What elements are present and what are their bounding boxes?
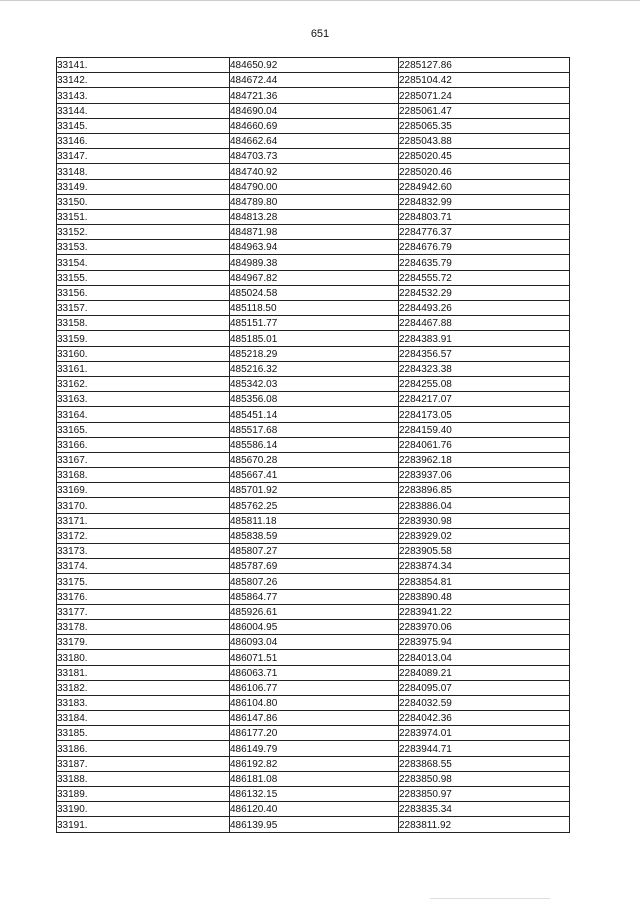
table-row	[57, 346, 570, 361]
x-coordinate-cell: 486106.77	[230, 680, 399, 695]
x-coordinate-cell: 485342.03	[230, 376, 399, 391]
y-coordinate-cell: 2284095.07	[399, 680, 570, 695]
table-row	[57, 726, 570, 741]
y-coordinate-cell: 2284159.40	[399, 422, 570, 437]
y-coordinate-cell: 2284676.79	[399, 240, 570, 255]
point-id-cell: 33145.	[57, 118, 230, 133]
point-id-cell: 33152.	[57, 225, 230, 240]
table-row	[57, 756, 570, 771]
table-row	[57, 452, 570, 467]
x-coordinate-cell: 486120.40	[230, 802, 399, 817]
y-coordinate-cell: 2283868.55	[399, 756, 570, 771]
table-row	[57, 437, 570, 452]
table-row	[57, 118, 570, 133]
table-row	[57, 787, 570, 802]
point-id-cell: 33161.	[57, 361, 230, 376]
table-row	[57, 376, 570, 391]
point-id-cell: 33170.	[57, 498, 230, 513]
table-row	[57, 498, 570, 513]
x-coordinate-cell: 485118.50	[230, 301, 399, 316]
point-id-cell: 33166.	[57, 437, 230, 452]
y-coordinate-cell: 2285020.45	[399, 149, 570, 164]
page-number: 651	[310, 28, 330, 40]
point-id-cell: 33183.	[57, 695, 230, 710]
table-row	[57, 695, 570, 710]
y-coordinate-cell: 2284555.72	[399, 270, 570, 285]
x-coordinate-cell: 485787.69	[230, 559, 399, 574]
y-coordinate-cell: 2283941.22	[399, 604, 570, 619]
table-row	[57, 589, 570, 604]
point-id-cell: 33184.	[57, 711, 230, 726]
table-row	[57, 316, 570, 331]
point-id-cell: 33176.	[57, 589, 230, 604]
y-coordinate-cell: 2284089.21	[399, 665, 570, 680]
y-coordinate-cell: 2284803.71	[399, 209, 570, 224]
x-coordinate-cell: 484690.04	[230, 103, 399, 118]
table-row	[57, 802, 570, 817]
y-coordinate-cell: 2283890.48	[399, 589, 570, 604]
y-coordinate-cell: 2283850.98	[399, 771, 570, 786]
y-coordinate-cell: 2284323.38	[399, 361, 570, 376]
table-row	[57, 741, 570, 756]
x-coordinate-cell: 486063.71	[230, 665, 399, 680]
y-coordinate-cell: 2285061.47	[399, 103, 570, 118]
y-coordinate-cell: 2283886.04	[399, 498, 570, 513]
table-row	[57, 179, 570, 194]
point-id-cell: 33187.	[57, 756, 230, 771]
table-row	[57, 209, 570, 224]
table-row	[57, 270, 570, 285]
y-coordinate-cell: 2284356.57	[399, 346, 570, 361]
table-row	[57, 103, 570, 118]
x-coordinate-cell: 486177.20	[230, 726, 399, 741]
table-row	[57, 468, 570, 483]
point-id-cell: 33172.	[57, 528, 230, 543]
x-coordinate-cell: 486093.04	[230, 635, 399, 650]
x-coordinate-cell: 485864.77	[230, 589, 399, 604]
y-coordinate-cell: 2284013.04	[399, 650, 570, 665]
x-coordinate-cell: 486149.79	[230, 741, 399, 756]
y-coordinate-cell: 2284173.05	[399, 407, 570, 422]
point-id-cell: 33175.	[57, 574, 230, 589]
point-id-cell: 33142.	[57, 73, 230, 88]
table-row	[57, 544, 570, 559]
top-edge-line	[0, 0, 640, 1]
y-coordinate-cell: 2284467.88	[399, 316, 570, 331]
footer-mark	[430, 898, 550, 899]
table-row	[57, 73, 570, 88]
table-row	[57, 407, 570, 422]
point-id-cell: 33154.	[57, 255, 230, 270]
point-id-cell: 33168.	[57, 468, 230, 483]
x-coordinate-cell: 485811.18	[230, 513, 399, 528]
table-row	[57, 133, 570, 148]
y-coordinate-cell: 2283929.02	[399, 528, 570, 543]
x-coordinate-cell: 486132.15	[230, 787, 399, 802]
table-row	[57, 194, 570, 209]
table-row	[57, 331, 570, 346]
x-coordinate-cell: 485701.92	[230, 483, 399, 498]
x-coordinate-cell: 486004.95	[230, 619, 399, 634]
point-id-cell: 33155.	[57, 270, 230, 285]
table-row	[57, 240, 570, 255]
point-id-cell: 33143.	[57, 88, 230, 103]
point-id-cell: 33141.	[57, 58, 230, 73]
point-id-cell: 33163.	[57, 392, 230, 407]
point-id-cell: 33151.	[57, 209, 230, 224]
x-coordinate-cell: 484672.44	[230, 73, 399, 88]
point-id-cell: 33148.	[57, 164, 230, 179]
table-row	[57, 771, 570, 786]
point-id-cell: 33180.	[57, 650, 230, 665]
table-row	[57, 88, 570, 103]
table-row	[57, 574, 570, 589]
table-row	[57, 149, 570, 164]
point-id-cell: 33146.	[57, 133, 230, 148]
y-coordinate-cell: 2283944.71	[399, 741, 570, 756]
y-coordinate-cell: 2285020.46	[399, 164, 570, 179]
y-coordinate-cell: 2284776.37	[399, 225, 570, 240]
x-coordinate-cell: 486181.08	[230, 771, 399, 786]
y-coordinate-cell: 2284061.76	[399, 437, 570, 452]
x-coordinate-cell: 485807.27	[230, 544, 399, 559]
y-coordinate-cell: 2283850.97	[399, 787, 570, 802]
point-id-cell: 33157.	[57, 301, 230, 316]
table-row	[57, 164, 570, 179]
coordinates-table-body	[57, 58, 570, 833]
x-coordinate-cell: 485762.25	[230, 498, 399, 513]
point-id-cell: 33190.	[57, 802, 230, 817]
y-coordinate-cell: 2283937.06	[399, 468, 570, 483]
x-coordinate-cell: 485838.59	[230, 528, 399, 543]
point-id-cell: 33147.	[57, 149, 230, 164]
y-coordinate-cell: 2283811.92	[399, 817, 570, 832]
coordinates-table	[56, 57, 570, 833]
table-row	[57, 559, 570, 574]
table-row	[57, 301, 570, 316]
y-coordinate-cell: 2285065.35	[399, 118, 570, 133]
x-coordinate-cell: 486192.82	[230, 756, 399, 771]
x-coordinate-cell: 484703.73	[230, 149, 399, 164]
point-id-cell: 33178.	[57, 619, 230, 634]
x-coordinate-cell: 486147.86	[230, 711, 399, 726]
table-row	[57, 635, 570, 650]
x-coordinate-cell: 485517.68	[230, 422, 399, 437]
y-coordinate-cell: 2285127.86	[399, 58, 570, 73]
point-id-cell: 33164.	[57, 407, 230, 422]
x-coordinate-cell: 484790.00	[230, 179, 399, 194]
x-coordinate-cell: 484967.82	[230, 270, 399, 285]
x-coordinate-cell: 484721.36	[230, 88, 399, 103]
point-id-cell: 33169.	[57, 483, 230, 498]
y-coordinate-cell: 2285104.42	[399, 73, 570, 88]
x-coordinate-cell: 486104.80	[230, 695, 399, 710]
x-coordinate-cell: 485807.26	[230, 574, 399, 589]
x-coordinate-cell: 484989.38	[230, 255, 399, 270]
point-id-cell: 33182.	[57, 680, 230, 695]
point-id-cell: 33177.	[57, 604, 230, 619]
point-id-cell: 33150.	[57, 194, 230, 209]
table-row	[57, 665, 570, 680]
point-id-cell: 33185.	[57, 726, 230, 741]
point-id-cell: 33149.	[57, 179, 230, 194]
point-id-cell: 33179.	[57, 635, 230, 650]
point-id-cell: 33153.	[57, 240, 230, 255]
table-row	[57, 361, 570, 376]
table-row	[57, 225, 570, 240]
x-coordinate-cell: 484813.28	[230, 209, 399, 224]
x-coordinate-cell: 484963.94	[230, 240, 399, 255]
point-id-cell: 33181.	[57, 665, 230, 680]
x-coordinate-cell: 485586.14	[230, 437, 399, 452]
point-id-cell: 33174.	[57, 559, 230, 574]
table-row	[57, 255, 570, 270]
point-id-cell: 33144.	[57, 103, 230, 118]
table-row	[57, 650, 570, 665]
x-coordinate-cell: 485216.32	[230, 361, 399, 376]
y-coordinate-cell: 2284532.29	[399, 285, 570, 300]
y-coordinate-cell: 2283974.01	[399, 726, 570, 741]
x-coordinate-cell: 485356.08	[230, 392, 399, 407]
y-coordinate-cell: 2284493.26	[399, 301, 570, 316]
y-coordinate-cell: 2284832.99	[399, 194, 570, 209]
y-coordinate-cell: 2284042.36	[399, 711, 570, 726]
table-row	[57, 422, 570, 437]
point-id-cell: 33162.	[57, 376, 230, 391]
y-coordinate-cell: 2284255.08	[399, 376, 570, 391]
x-coordinate-cell: 485451.14	[230, 407, 399, 422]
x-coordinate-cell: 485667.41	[230, 468, 399, 483]
point-id-cell: 33158.	[57, 316, 230, 331]
x-coordinate-cell: 485151.77	[230, 316, 399, 331]
point-id-cell: 33188.	[57, 771, 230, 786]
table-row	[57, 285, 570, 300]
point-id-cell: 33165.	[57, 422, 230, 437]
point-id-cell: 33186.	[57, 741, 230, 756]
x-coordinate-cell: 485218.29	[230, 346, 399, 361]
y-coordinate-cell: 2283962.18	[399, 452, 570, 467]
y-coordinate-cell: 2285071.24	[399, 88, 570, 103]
y-coordinate-cell: 2283896.85	[399, 483, 570, 498]
y-coordinate-cell: 2284383.91	[399, 331, 570, 346]
x-coordinate-cell: 484662.64	[230, 133, 399, 148]
point-id-cell: 33167.	[57, 452, 230, 467]
table-row	[57, 619, 570, 634]
y-coordinate-cell: 2284217.07	[399, 392, 570, 407]
y-coordinate-cell: 2284032.59	[399, 695, 570, 710]
table-row	[57, 513, 570, 528]
table-row	[57, 483, 570, 498]
point-id-cell: 33171.	[57, 513, 230, 528]
x-coordinate-cell: 485185.01	[230, 331, 399, 346]
point-id-cell: 33156.	[57, 285, 230, 300]
x-coordinate-cell: 484871.98	[230, 225, 399, 240]
table-row	[57, 392, 570, 407]
point-id-cell: 33173.	[57, 544, 230, 559]
point-id-cell: 33159.	[57, 331, 230, 346]
y-coordinate-cell: 2283930.98	[399, 513, 570, 528]
x-coordinate-cell: 484789.80	[230, 194, 399, 209]
x-coordinate-cell: 485670.28	[230, 452, 399, 467]
y-coordinate-cell: 2283905.58	[399, 544, 570, 559]
x-coordinate-cell: 486071.51	[230, 650, 399, 665]
y-coordinate-cell: 2284635.79	[399, 255, 570, 270]
table-row	[57, 711, 570, 726]
table-row	[57, 528, 570, 543]
x-coordinate-cell: 486139.95	[230, 817, 399, 832]
y-coordinate-cell: 2283835.34	[399, 802, 570, 817]
x-coordinate-cell: 484660.69	[230, 118, 399, 133]
table-row	[57, 604, 570, 619]
y-coordinate-cell: 2283970.06	[399, 619, 570, 634]
y-coordinate-cell: 2285043.88	[399, 133, 570, 148]
table-row	[57, 58, 570, 73]
table-row	[57, 817, 570, 832]
table-row	[57, 680, 570, 695]
y-coordinate-cell: 2283874.34	[399, 559, 570, 574]
x-coordinate-cell: 484650.92	[230, 58, 399, 73]
x-coordinate-cell: 484740.92	[230, 164, 399, 179]
x-coordinate-cell: 485024.58	[230, 285, 399, 300]
point-id-cell: 33191.	[57, 817, 230, 832]
y-coordinate-cell: 2284942.60	[399, 179, 570, 194]
y-coordinate-cell: 2283975.94	[399, 635, 570, 650]
point-id-cell: 33160.	[57, 346, 230, 361]
point-id-cell: 33189.	[57, 787, 230, 802]
y-coordinate-cell: 2283854.81	[399, 574, 570, 589]
x-coordinate-cell: 485926.61	[230, 604, 399, 619]
